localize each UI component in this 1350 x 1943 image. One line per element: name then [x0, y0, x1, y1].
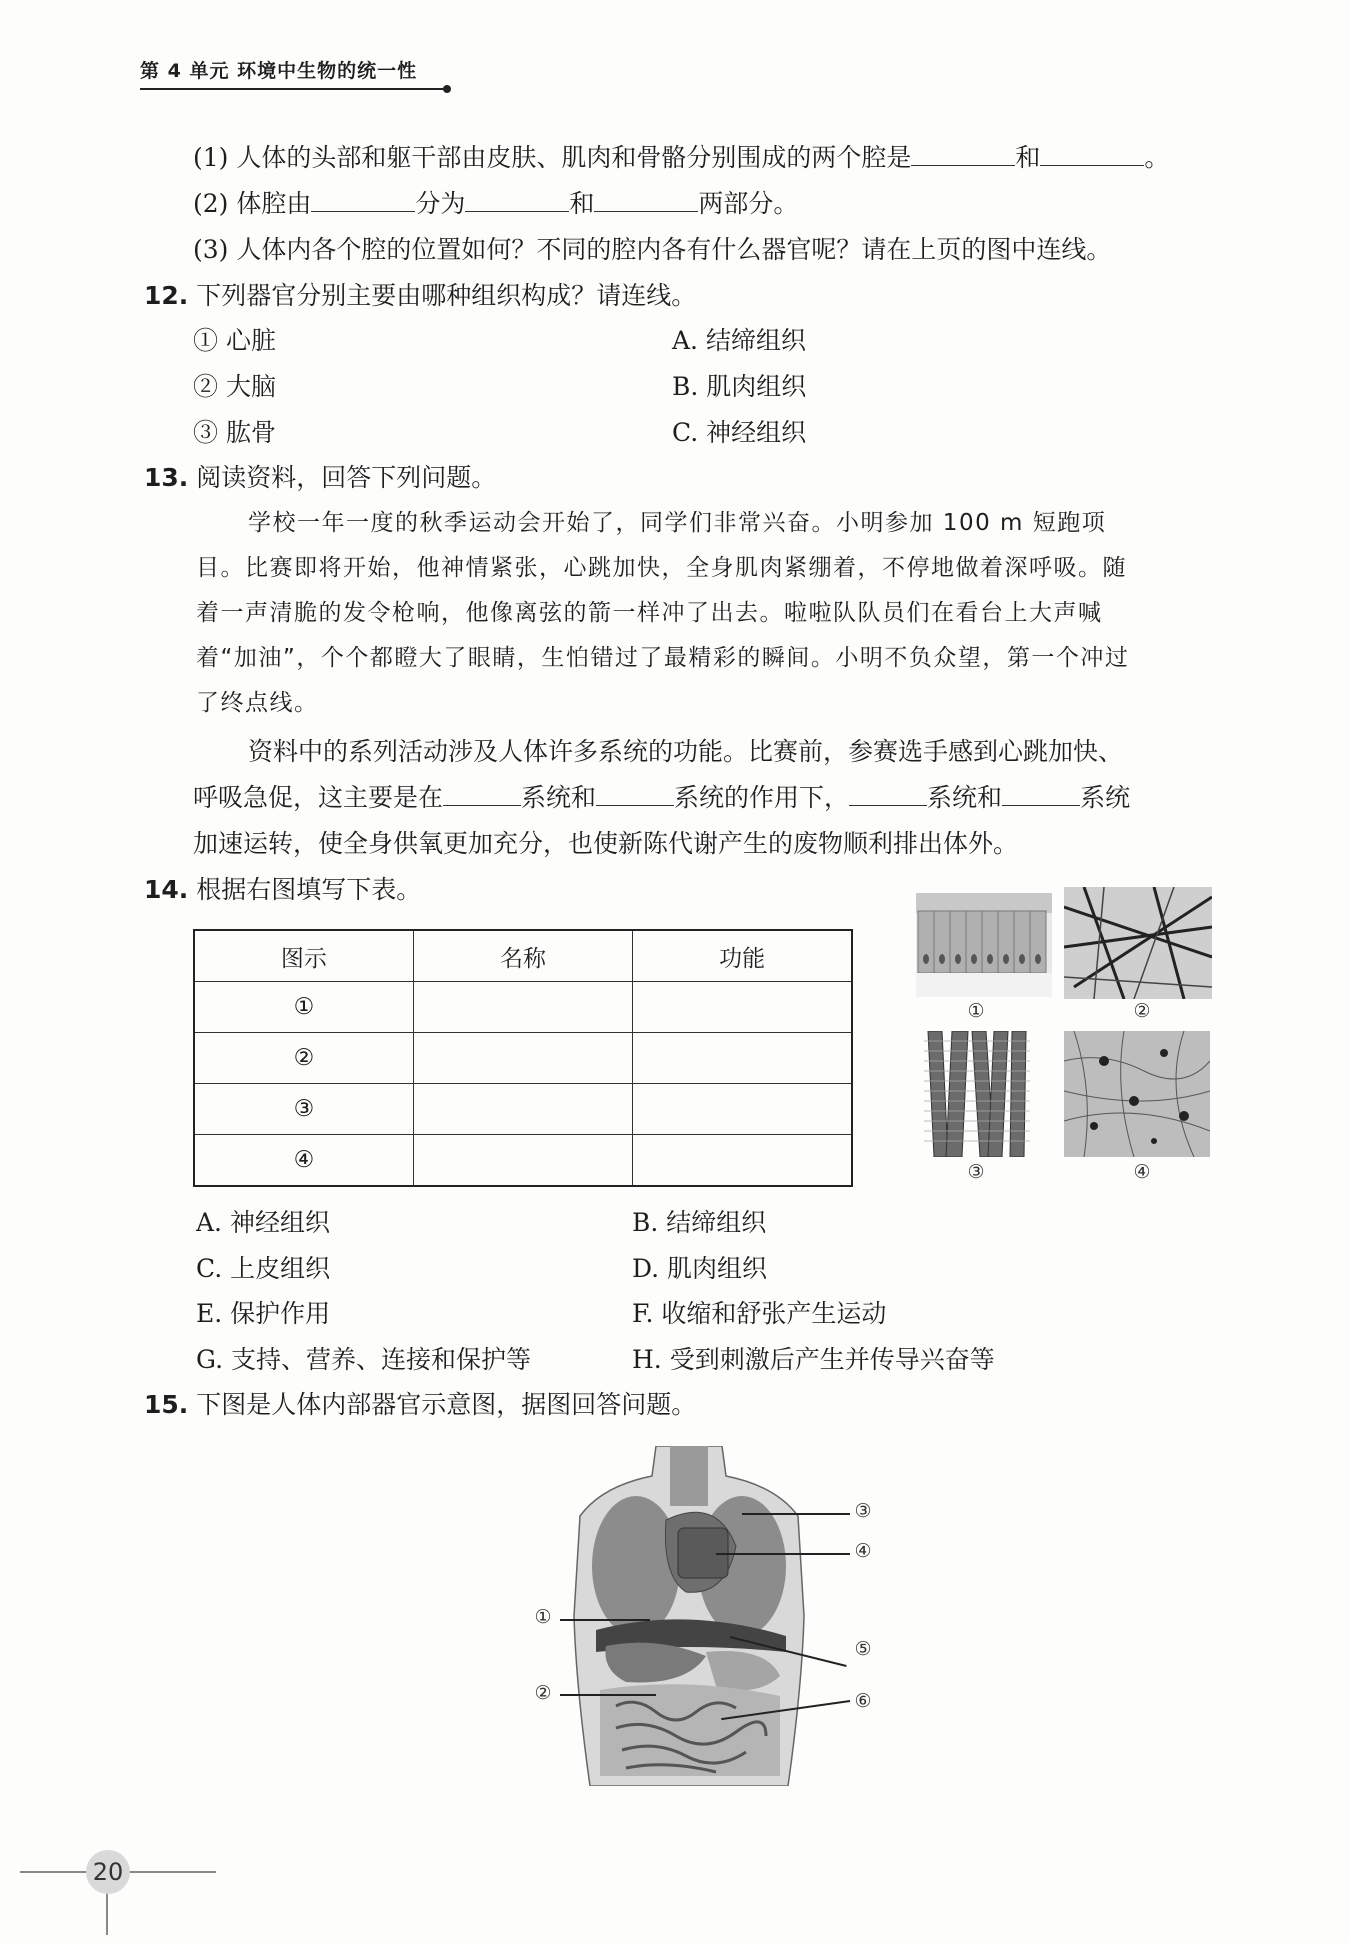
table-cell-function[interactable] — [633, 1135, 852, 1187]
tissue-label-3: ③ — [967, 1161, 985, 1183]
q12-number: 12. — [144, 281, 189, 310]
table-row — [194, 1084, 852, 1135]
table-cell-function[interactable] — [633, 982, 852, 1033]
table-header: 功能 — [633, 930, 852, 982]
q12-left-2[interactable]: ② 大脑 — [193, 372, 276, 401]
tissue-table — [193, 929, 853, 1187]
leader-line-3 — [742, 1513, 850, 1515]
tissue-label-2: ② — [1133, 1000, 1151, 1022]
q14-option-f: F. 收缩和舒张产生运动 — [632, 1299, 887, 1328]
q14-number: 14. — [144, 875, 189, 904]
q15-stem: 15. 下图是人体内部器官示意图，据图回答问题。 — [144, 1390, 697, 1419]
q13-question-line2: 呼吸急促，这主要是在 系统和 系统的作用下， 系统和 系统 — [193, 783, 1131, 812]
organ-label-3: ③ — [854, 1500, 872, 1522]
table-cell: ① — [194, 982, 413, 1033]
q12-stem: 12. 下列器官分别主要由哪种组织构成？请连线。 — [144, 281, 697, 310]
table-header: 名称 — [413, 930, 632, 982]
q13-question-line1: 资料中的系列活动涉及人体许多系统的功能。比赛前，参赛选手感到心跳加快、 — [248, 737, 1124, 766]
table-cell: ④ — [194, 1135, 413, 1187]
q12-left-3[interactable]: ③ 肱骨 — [193, 418, 276, 447]
blank[interactable] — [594, 187, 698, 212]
nervous-tissue-image — [1064, 1031, 1210, 1157]
q14-option-b: B. 结缔组织 — [632, 1208, 767, 1237]
q11-part1: (1) 人体的头部和躯干部由皮肤、肌肉和骨骼分别围成的两个腔是 和 。 — [193, 143, 1170, 172]
blank[interactable] — [1002, 781, 1080, 806]
blank[interactable] — [596, 781, 674, 806]
organ-label-1: ① — [534, 1606, 552, 1628]
unit-header: 第 4 单元 环境中生物的统一性 — [140, 60, 418, 82]
organ-label-2: ② — [534, 1682, 552, 1704]
table-row — [194, 1033, 852, 1084]
page-number: 20 — [86, 1850, 130, 1894]
table-row — [194, 1135, 852, 1187]
q14-option-c: C. 上皮组织 — [196, 1254, 331, 1283]
blank[interactable] — [465, 187, 569, 212]
blank[interactable] — [311, 187, 415, 212]
q13-stem: 13. 阅读资料，回答下列问题。 — [144, 463, 497, 492]
table-cell: ② — [194, 1033, 413, 1084]
table-cell-name[interactable] — [413, 1135, 632, 1187]
q12-right-b[interactable]: B. 肌肉组织 — [672, 372, 807, 401]
q13-question-line3: 加速运转，使全身供氧更加充分，也使新陈代谢产生的废物顺利排出体外。 — [193, 829, 1019, 858]
table-cell-function[interactable] — [633, 1084, 852, 1135]
q13-passage: 学校一年一度的秋季运动会开始了，同学们非常兴奋。小明参加 100 m 短跑项 目。比赛即将开始，他神情紧张，心跳加快，全身肌肉紧绷着，不停地做着深呼吸。随 着一声清脆的发令枪响，他像离弦的箭一样冲了出去。啦啦队队员们在看台上大声喊 着“加油”，个个都瞪大了眼睛，生怕错过了最精彩的瞬间。小明不负众望，第一个冲过 了终点线。 — [196, 510, 1130, 716]
q12-left-1[interactable]: ① 心脏 — [193, 326, 276, 355]
header-dot — [443, 85, 451, 93]
organ-label-4: ④ — [854, 1540, 872, 1562]
table-header-row — [194, 930, 852, 982]
table-cell-function[interactable] — [633, 1033, 852, 1084]
q11-part2: (2) 体腔由 分为 和 两部分。 — [193, 189, 799, 218]
q14-option-e: E. 保护作用 — [196, 1299, 331, 1328]
organ-label-5: ⑤ — [854, 1638, 872, 1660]
leader-line-1 — [560, 1619, 650, 1621]
table-cell-name[interactable] — [413, 1033, 632, 1084]
page-number-vline — [106, 1893, 108, 1935]
q13-number: 13. — [144, 463, 189, 492]
connective-tissue-image — [1064, 887, 1212, 999]
blank[interactable] — [443, 781, 521, 806]
table-row — [194, 982, 852, 1033]
tissue-label-1: ① — [967, 1000, 985, 1022]
table-cell: ③ — [194, 1084, 413, 1135]
q14-option-g: G. 支持、营养、连接和保护等 — [196, 1345, 531, 1374]
table-cell-name[interactable] — [413, 982, 632, 1033]
epithelial-tissue-image — [916, 893, 1052, 997]
q14-option-h: H. 受到刺激后产生并传导兴奋等 — [632, 1345, 995, 1374]
q14-option-a: A. 神经组织 — [196, 1208, 330, 1237]
blank[interactable] — [849, 781, 927, 806]
muscle-tissue-image — [924, 1031, 1030, 1157]
q11-part3: (3) 人体内各个腔的位置如何？不同的腔内各有什么器官呢？请在上页的图中连线。 — [193, 235, 1112, 264]
q12-right-c[interactable]: C. 神经组织 — [672, 418, 807, 447]
blank[interactable] — [911, 141, 1015, 166]
tissue-label-4: ④ — [1133, 1161, 1151, 1183]
table-cell-name[interactable] — [413, 1084, 632, 1135]
internal-organs-illustration — [566, 1446, 812, 1786]
table-header: 图示 — [194, 930, 413, 982]
q14-option-d: D. 肌肉组织 — [632, 1254, 768, 1283]
q15-number: 15. — [144, 1390, 189, 1419]
leader-line-2 — [560, 1694, 656, 1696]
header-underline — [140, 88, 446, 90]
leader-line-4 — [716, 1553, 850, 1555]
q14-stem: 14. 根据右图填写下表。 — [144, 875, 422, 904]
q12-right-a[interactable]: A. 结缔组织 — [672, 326, 806, 355]
blank[interactable] — [1040, 141, 1144, 166]
organ-label-6: ⑥ — [854, 1690, 872, 1712]
